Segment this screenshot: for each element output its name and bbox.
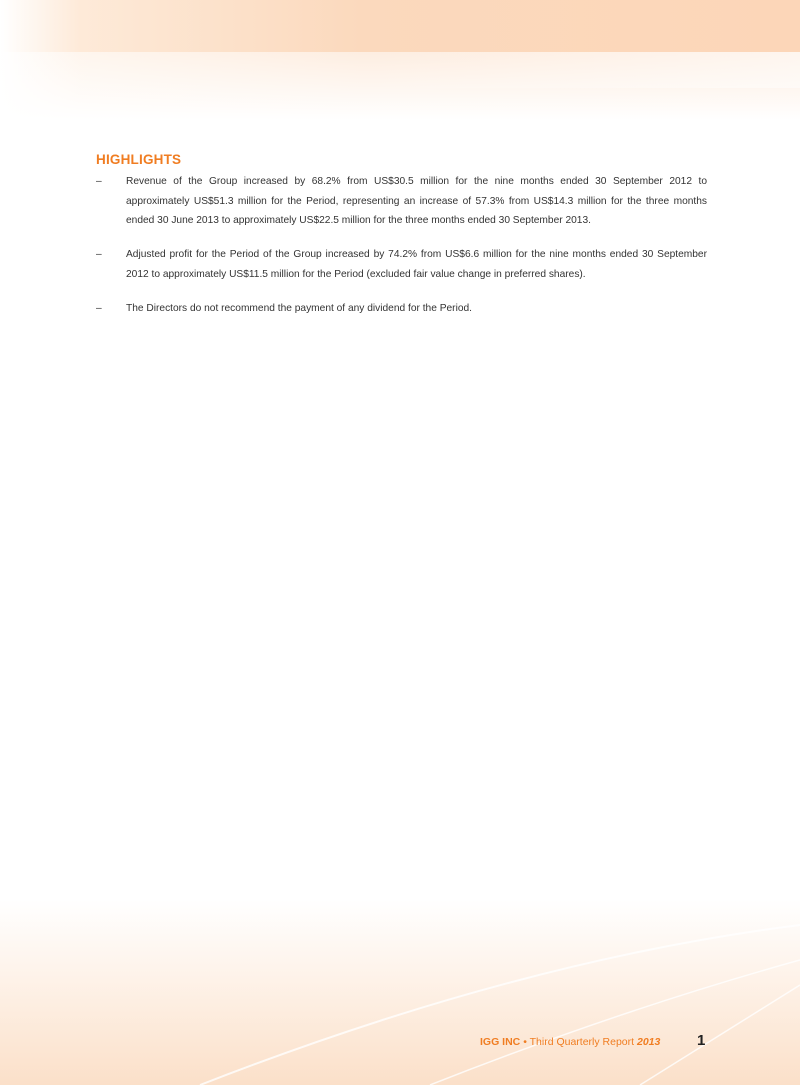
bullet-dash: – bbox=[96, 249, 102, 260]
item-text: Revenue of the Group increased by 68.2% from US$30.5 million for the nine months ended 30 September 2012 to approximately US$51.3 million for the Period, representing an increase of 57.3% from US$14.3 million for the three months ended 30 June 2013 to approximately US$22.5 million for the three months ended 30 September 2013. bbox=[126, 176, 707, 226]
highlights-list bbox=[96, 172, 707, 333]
bullet-dash: – bbox=[96, 302, 102, 314]
list-item bbox=[96, 245, 707, 284]
bullet-dash: – bbox=[96, 176, 102, 187]
decorative-lines bbox=[0, 900, 800, 1085]
item-text: The Directors do not recommend the payment of any dividend for the Period. bbox=[126, 302, 472, 314]
report-title: Third Quarterly Report bbox=[529, 1036, 635, 1048]
item-text: Adjusted profit for the Period of the Group increased by 74.2% from US$6.6 million for the nine months ended 30 September 2012 to approximately US$11.5 million for the Period (excluded fair value change in preferred shares). bbox=[126, 249, 707, 280]
company-name: IGG INC bbox=[480, 1036, 521, 1048]
page-number: 1 bbox=[697, 1032, 706, 1049]
header-decoration bbox=[0, 0, 800, 120]
report-year: 2013 bbox=[636, 1036, 661, 1048]
section-heading: HIGHLIGHTS bbox=[96, 152, 182, 167]
list-item bbox=[96, 172, 707, 231]
footer-text bbox=[480, 1036, 660, 1048]
footer-separator: • bbox=[523, 1036, 527, 1048]
list-item bbox=[96, 299, 707, 319]
footer-decoration bbox=[0, 900, 800, 1085]
